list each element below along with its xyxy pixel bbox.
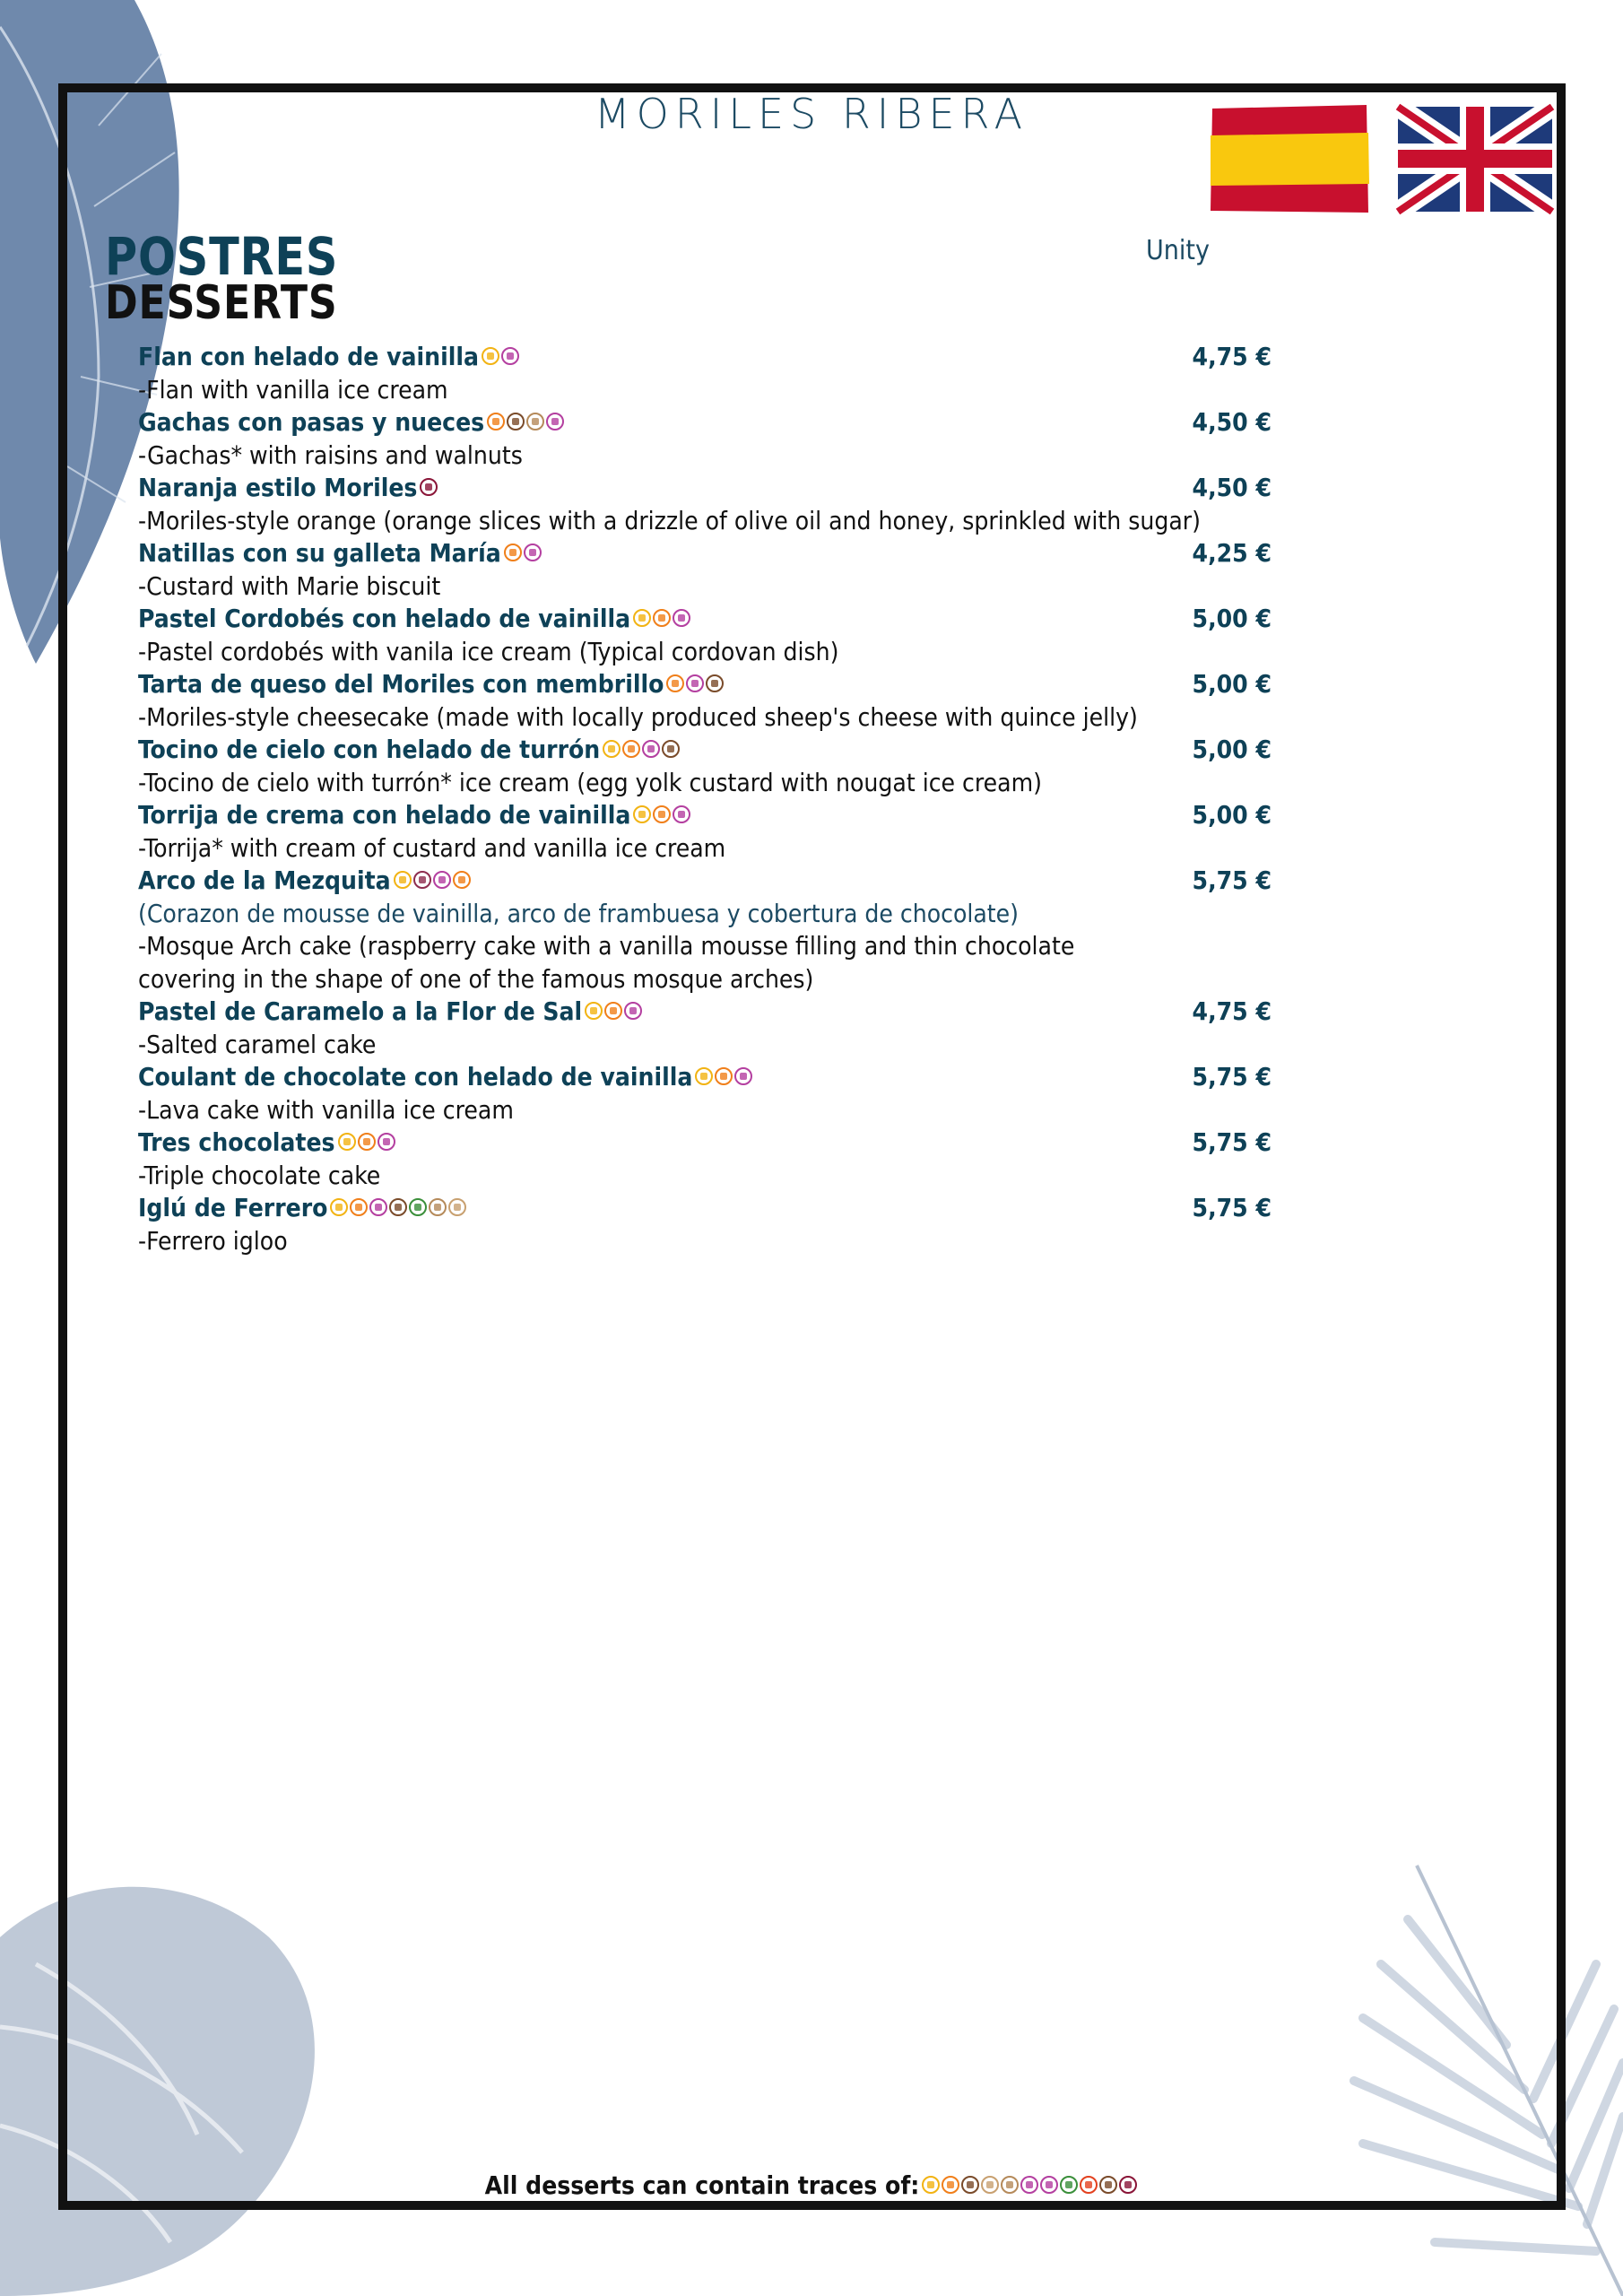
milk-allergen-icon <box>1020 2176 1038 2194</box>
egg-allergen-icon <box>622 740 640 758</box>
dish-note: (Corazon de mousse de vainilla, arco de frambuesa y cobertura de chocolate) <box>138 898 1020 928</box>
gluten-allergen-icon <box>603 740 621 758</box>
milk-allergen-icon <box>673 609 690 627</box>
milk-allergen-icon <box>378 1133 395 1151</box>
spanish-flag-icon[interactable] <box>1209 103 1370 215</box>
nuts-allergen-icon <box>389 1198 407 1216</box>
egg-allergen-icon <box>653 805 671 823</box>
allergen-icons <box>665 676 725 694</box>
allergen-icons <box>393 873 472 891</box>
section-title-en: DESSERTS <box>105 276 338 330</box>
mustard-allergen-icon <box>448 1198 466 1216</box>
dish-price: 4,75 € <box>1192 342 1271 371</box>
allergen-icons <box>694 1069 753 1087</box>
dish-english-name: -Lava cake with vanilla ice cream <box>138 1094 514 1125</box>
dish-english-name: -Torrija* with cream of custard and vanilla ice cream <box>138 832 726 863</box>
menu-item <box>138 603 1304 668</box>
dish-name: Naranja estilo Moriles <box>138 473 418 502</box>
milk-allergen-icon <box>546 413 564 430</box>
fish-allergen-icon <box>1080 2176 1098 2194</box>
gluten-allergen-icon <box>585 1002 603 1020</box>
dish-price: 4,75 € <box>1192 996 1271 1026</box>
egg-allergen-icon <box>350 1198 368 1216</box>
dish-english-description: (egg yolk custard with nougat ice cream) <box>569 767 1042 797</box>
menu-item <box>138 865 1304 996</box>
unity-label: Unity <box>1146 235 1210 266</box>
dish-name: Tres chocolates <box>138 1127 335 1157</box>
gluten-allergen-icon <box>633 609 651 627</box>
dish-name: Arco de la Mezquita <box>138 865 391 895</box>
sesame-allergen-icon <box>413 871 431 889</box>
gluten-allergen-icon <box>330 1198 348 1216</box>
menu-item <box>138 1192 1304 1257</box>
dish-english-name: -Mosque Arch cake <box>138 931 352 961</box>
dish-price: 5,75 € <box>1192 865 1271 895</box>
dish-name: Pastel Cordobés con helado de vainilla <box>138 604 631 633</box>
dish-price: 5,75 € <box>1192 1127 1271 1157</box>
menu-item <box>138 1126 1304 1192</box>
dish-name: Tarta de queso del Moriles con membrillo <box>138 669 664 699</box>
milk-allergen-icon <box>686 674 704 692</box>
footer-allergen-icons <box>921 2178 1138 2196</box>
dish-english-name: -Ferrero igloo <box>138 1225 288 1256</box>
dish-english-name: -Custard with Marie biscuit <box>138 570 441 601</box>
dessert-menu-list <box>138 341 1304 1257</box>
egg-allergen-icon <box>653 609 671 627</box>
milk-allergen-icon <box>524 544 542 561</box>
dish-english-name: -Moriles-style cheesecake <box>138 701 430 732</box>
allergen-icons <box>632 611 691 629</box>
soy-allergen-icon <box>429 1198 447 1216</box>
milk-allergen-icon <box>673 805 690 823</box>
nuts-allergen-icon <box>1099 2176 1117 2194</box>
dish-english-name: -Moriles-style orange <box>138 505 377 535</box>
dish-english-name: -Pastel cordobés with vanila ice cream (Typical cordovan dish) <box>138 636 839 666</box>
dish-name: Torrija de crema con helado de vainilla <box>138 800 631 830</box>
allergen-icons <box>419 480 438 498</box>
allergen-icons <box>632 807 691 825</box>
milk-allergen-icon <box>624 1002 642 1020</box>
milk-allergen-icon <box>734 1067 752 1085</box>
gluten-allergen-icon <box>394 871 412 889</box>
allergen-icons <box>602 742 681 760</box>
menu-item <box>138 799 1304 865</box>
egg-allergen-icon <box>666 674 684 692</box>
dish-english-description: (raspberry cake with a vanilla mousse filling and thin chocolate <box>352 931 1075 961</box>
dish-name: Iglú de Ferrero <box>138 1193 328 1222</box>
egg-allergen-icon <box>487 413 505 430</box>
egg-allergen-icon <box>504 544 522 561</box>
menu-item <box>138 406 1304 472</box>
egg-allergen-icon <box>715 1067 733 1085</box>
dish-english-name: -Gachas* with raisins and walnuts <box>138 439 523 470</box>
egg-allergen-icon <box>358 1133 376 1151</box>
footer-label: All desserts can contain traces of: <box>484 2170 920 2200</box>
dish-name: Pastel de Caramelo a la Flor de Sal <box>138 996 583 1026</box>
menu-item <box>138 996 1304 1061</box>
allergen-icons <box>486 414 565 432</box>
soy-allergen-icon <box>1001 2176 1019 2194</box>
menu-item <box>138 734 1304 799</box>
gluten-allergen-icon <box>338 1133 356 1151</box>
nuts-allergen-icon <box>706 674 724 692</box>
egg-allergen-icon <box>604 1002 622 1020</box>
dish-price: 4,50 € <box>1192 473 1271 502</box>
dish-price: 4,50 € <box>1192 407 1271 437</box>
dish-name: Gachas con pasas y nueces <box>138 407 485 437</box>
gluten-allergen-icon <box>482 347 499 365</box>
sulphite-allergen-icon <box>1119 2176 1137 2194</box>
menu-item <box>138 341 1304 406</box>
menu-item <box>138 1061 1304 1126</box>
allergen-icons <box>503 545 542 563</box>
allergen-icons <box>329 1200 467 1218</box>
gluten-allergen-icon <box>922 2176 940 2194</box>
dish-english-name: -Triple chocolate cake <box>138 1160 381 1190</box>
dish-english-name: -Salted caramel cake <box>138 1029 377 1059</box>
restaurant-name: MORILES RIBERA <box>594 90 1029 138</box>
milk-allergen-icon <box>501 347 519 365</box>
milk-allergen-icon <box>1040 2176 1058 2194</box>
dish-english-description: (orange slices with a drizzle of olive oil and honey, sprinkled with sugar) <box>376 505 1201 535</box>
allergen-icons <box>481 349 520 367</box>
dish-name: Flan con helado de vainilla <box>138 342 479 371</box>
nuts-allergen-icon <box>961 2176 979 2194</box>
dish-price: 5,00 € <box>1192 604 1271 633</box>
dish-price: 5,75 € <box>1192 1062 1271 1091</box>
dish-english-description-cont: covering in the shape of one of the famous mosque arches) <box>138 963 814 994</box>
dish-price: 5,00 € <box>1192 800 1271 830</box>
egg-allergen-icon <box>453 871 471 889</box>
menu-item <box>138 472 1304 537</box>
dish-name: Coulant de chocolate con helado de vainilla <box>138 1062 693 1091</box>
uk-flag-icon[interactable] <box>1394 103 1556 215</box>
menu-item <box>138 668 1304 734</box>
celery-allergen-icon <box>1060 2176 1078 2194</box>
allergen-icons <box>584 1004 643 1022</box>
gluten-allergen-icon <box>633 805 651 823</box>
egg-allergen-icon <box>942 2176 959 2194</box>
milk-allergen-icon <box>433 871 451 889</box>
mustard-allergen-icon <box>981 2176 999 2194</box>
dish-price: 5,75 € <box>1192 1193 1271 1222</box>
sulphite-allergen-icon <box>420 478 438 496</box>
dish-price: 4,25 € <box>1192 538 1271 568</box>
menu-item <box>138 537 1304 603</box>
dish-price: 5,00 € <box>1192 669 1271 699</box>
allergen-icons <box>337 1135 396 1152</box>
nuts-allergen-icon <box>662 740 680 758</box>
dish-name: Natillas con su galleta María <box>138 538 501 568</box>
milk-allergen-icon <box>642 740 660 758</box>
dish-english-name: -Flan with vanilla ice cream <box>138 374 448 404</box>
soy-allergen-icon <box>526 413 544 430</box>
dish-english-name: -Tocino de cielo with turrón* ice cream <box>138 767 570 797</box>
dish-price: 5,00 € <box>1192 735 1271 764</box>
milk-allergen-icon <box>369 1198 387 1216</box>
dish-english-description: (made with locally produced sheep's cheese with quince jelly) <box>429 701 1138 732</box>
celery-allergen-icon <box>409 1198 427 1216</box>
dish-name: Tocino de cielo con helado de turrón <box>138 735 601 764</box>
nuts-allergen-icon <box>507 413 525 430</box>
section-title-es: POSTRES <box>105 226 339 287</box>
allergen-footer <box>0 2170 1623 2200</box>
gluten-allergen-icon <box>695 1067 713 1085</box>
